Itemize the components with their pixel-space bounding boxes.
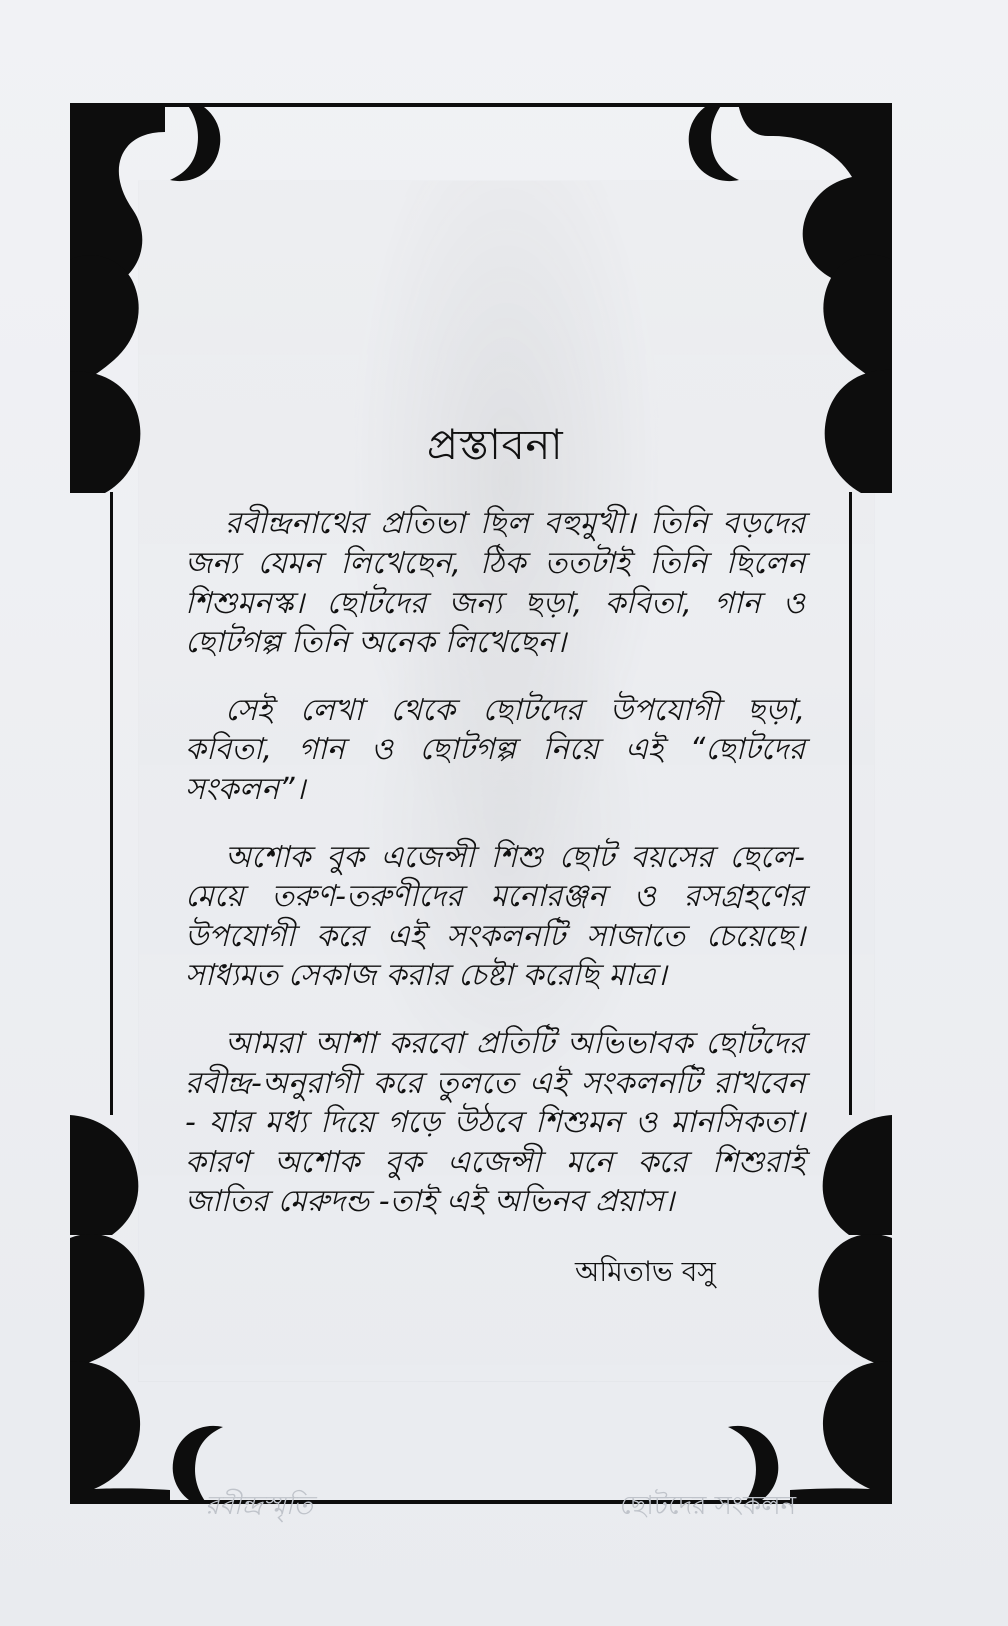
ornament-left-top-3 [70,371,140,493]
ornament-left-top-2 [70,255,139,388]
ornament-top-left-curl [170,103,220,181]
ornament-left-bottom-2 [70,1234,144,1368]
author-signature: অমিতাভ বসু [575,1255,716,1288]
paragraph-3: অশোক বুক এজেন্সী শিশু ছোট বয়সের ছেলে-মেয়ে তরুণ-তরুণীদের মনোরঞ্জন ও রসগ্রহণের উপযোগী করে এই সংকলনটি সাজাতে চেয়েছে। সাধ্যমত সেকাজ করার চেষ্টা করেছি মাত্র। [185,839,805,994]
document-content [185,420,805,1250]
page-title: প্রস্তাবনা [426,420,564,469]
ornament-right-bottom-2 [819,1234,892,1368]
frame-left-line [110,492,113,1115]
paragraph-4: আমরা আশা করবো প্রতিটি অভিভাবক ছোটদের রবীন্দ্র-অনুরাগী করে তুলতে এই সংকলনটি রাখবেন - যার মধ্য দিয়ে গড়ে উঠবে শিশুমন ও মানসিকতা। কারণ অশোক বুক এজেন্সী মনে করে শিশুরাই জাতির মেরুদন্ড -তাই এই অভিনব প্রয়াস। [185,1025,805,1220]
ornament-top-right-curl [689,103,739,181]
ornament-right-bottom-1 [823,1115,892,1235]
paragraph-2: সেই লেখা থেকে ছোটদের উপযোগী ছড়া, কবিতা, গান ও ছোটগল্প নিয়ে এই “ছোটদের সংকলন”। [185,692,805,807]
ornament-right-top-2 [823,255,892,388]
ornament-left-bottom-1 [70,1115,138,1235]
footer-left-text: রবীন্দ্রস্মৃতি [205,1491,313,1521]
ornament-right-top-3 [825,370,892,493]
ornament-left-bottom-3 [70,1362,170,1504]
footer-right-text: ছোটদের সংকলন [620,1491,797,1521]
frame-right-line [849,492,852,1115]
paragraph-1: রবীন্দ্রনাথের প্রতিভা ছিল বহুমুখী। তিনি বড়দের জন্য যেমন লিখেছেন, ঠিক ততটাই তিনি ছিলেন শিশুমনস্ক। ছোটদের জন্য ছড়া, কবিতা, গান ও ছোটগল্প তিনি অনেক লিখেছেন। [185,506,805,661]
ornament-right-bottom-3 [790,1362,892,1504]
